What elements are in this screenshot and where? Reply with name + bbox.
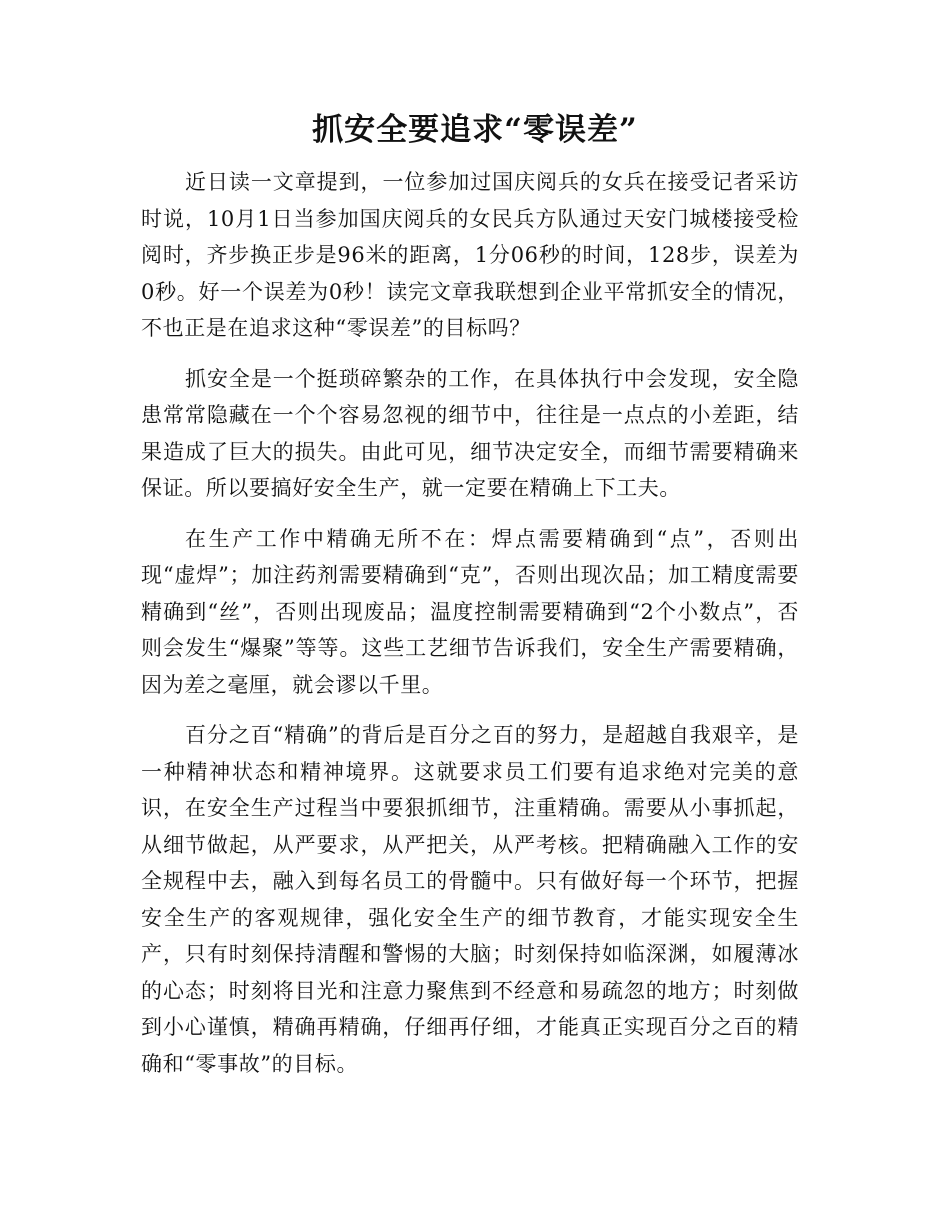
- document-body: [141, 164, 799, 1096]
- paragraph-1: 近日读一文章提到，一位参加过国庆阅兵的女兵在接受记者采访时说，10月1日当参加国庆阅兵的女民兵方队通过天安门城楼接受检阅时，齐步换正步是96米的距离，1分06秒的时间，128步，误差为0秒。好一个误差为0秒！读完文章我联想到企业平常抓安全的情况，不也正是在追求这种“零误差”的目标吗？: [141, 170, 799, 340]
- paragraph-3: 在生产工作中精确无所不在：焊点需要精确到“点”，否则出现“虚焊”；加注药剂需要精确到“克”，否则出现次品；加工精度需要精确到“丝”，否则出现废品；温度控制需要精确到“2个小数点”，否则会发生“爆聚”等等。这些工艺细节告诉我们，安全生产需要精确，因为差之毫厘，就会谬以千里。: [141, 526, 799, 697]
- paragraph-2: 抓安全是一个挺琐碎繁杂的工作，在具体执行中会发现，安全隐患常常隐藏在一个个容易忽视的细节中，往往是一点点的小差距，结果造成了巨大的损失。由此可见，细节决定安全，而细节需要精确来保证。所以要搞好安全生产，就一定要在精确上下工夫。: [141, 366, 799, 500]
- paragraph-4: 百分之百“精确”的背后是百分之百的努力，是超越自我艰辛，是一种精神状态和精神境界。这就要求员工们要有追求绝对完美的意识，在安全生产过程当中要狠抓细节，注重精确。需要从小事抓起，从细节做起，从严要求，从严把关，从严考核。把精确融入工作的安全规程中去，融入到每名员工的骨髓中。只有做好每一个环节，把握安全生产的客观规律，强化安全生产的细节教育，才能实现安全生产，只有时刻保持清醒和警惕的大脑；时刻保持如临深渊，如履薄冰的心态；时刻将目光和注意力聚焦到不经意和易疏忽的地方；时刻做到小心谨慎，精确再精确，仔细再仔细，才能真正实现百分之百的精确和“零事故”的目标。: [141, 723, 799, 1076]
- document-title: 抓安全要追求“零误差”: [312, 112, 638, 148]
